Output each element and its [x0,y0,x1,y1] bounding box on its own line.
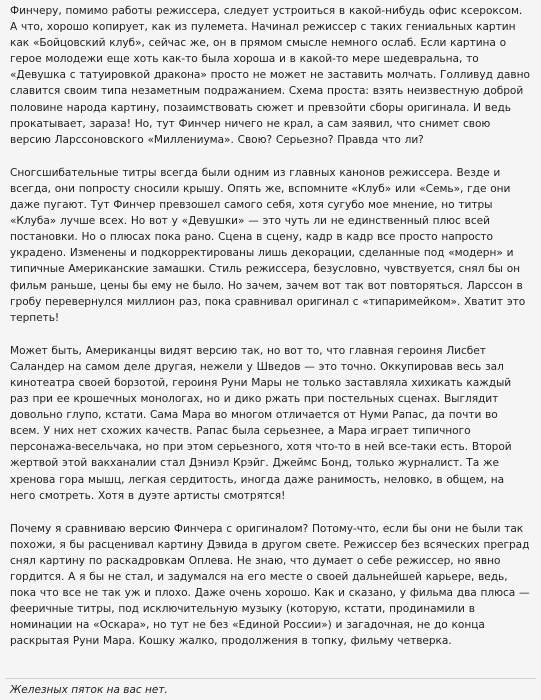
review-paragraph-3: Может быть, Американцы видят версию так, но вот то, что главная героиня Лисбет Саландер на самом деле другая, нежели у Шведов — это точно. Оккупировав весь зал кинотеатра своей борзотой, героиня Руни Мары не только заставляла хихикать каждый раз при ее крошечных монологах, но и дико ржать при постельных сценах. Выглядит довольно глупо, кстати. Сама Мара во многом отличается от Нуми Рапас, да почти во всем. У них нет схожих качеств. Рапас была серьезнее, а Мара играет типичного персонажа-весельчака, но при этом серьезного, хотя что-то в ней все-таки есть. Второй жертвой этой вакханалии стал Дэниэл Крэйг. Джеймс Бонд, только журналист. Та же хренова гора мышц, легкая сердитость, иногда даже ранимость, неловко, в общем, на него смотреть. Хотя в дуэте артисты смотрятся! [10,344,512,502]
review-paragraph-2: Сногсшибательные титры всегда были одним из главных канонов режиссера. Везде и всегда, они попросту сносили крышу. Опять же, вспомните «Клуб» или «Семь», где они даже пугают. Тут Финчер превзошел самого себя, хотя сугубо мое мнение, но титры «Клуба» лучше всех. Но вот у «Девушки» — это чуть ли не единственный плюс всей постановки. Но о плюсах пока рано. Сцена в сцену, кадр в кадр все просто напросто украдено. Изменены и подкорректированы лишь декорации, сделанные под «модерн» и типичные Американские замашки. Стиль режиссера, безусловно, чувствуется, снял бы он фильм раньше, цены бы ему не было. Но зачем, зачем вот так вот повторяться. Ларссон в гробу перевернулся миллион раз, пока сравнивал оригинал с «типаримейком». Хватит это терпеть! [10,166,526,324]
signature-divider [5,678,536,679]
review-paragraph-4: Почему я сравниваю версию Финчера с оригиналом? Потому-что, если бы они не были так похожи, я бы расценивал картину Дэвида в другом свете. Режиссер без всяческих преград снял картину по раскадровкам Оплева. Не знаю, что думает о себе режиссер, но явно гордится. А я бы не стал, и задумался на его месте о своей дальнейшей карьере, ведь, пока что все не так уж и плохо. Даже очень хорошо. Как и сказано, у фильма два плюса — фееричные титры, под исключительную музыку (которую, кстати, продинамили в номинации на «Оскара», но тут не без «Единой России») и загадочная, не до конца раскрытая Руни Мара. Кошку жалко, продолжения в топку, фильму четверка. [10,522,530,648]
user-signature: Железных пяток на вас нет. [10,684,168,696]
review-paragraph-1: Финчеру, помимо работы режиссера, следует устроиться в какой-нибудь офис ксероксом. А что, хорошо копирует, как из пулемета. Начинал режиссер с таких гениальных картин как «Бойцовский клуб», сейчас же, он в прямом смысле немного ослаб. Если картина о герое молодежи еще хоть как-то была хороша и в какой-то мере шедевральна, то «Девушка с татуировкой дракона» просто не может не заставить молчать. Голливуд давно славится своим типа незаметным подражанием. Схема проста: взять неизвестную доброй половине народа картину, позаимствовать сюжет и превзойти сборы оригинала. И ведь прокатывает, зараза! Но, тут Финчер ничего не крал, а сам заявил, что снимет свою версию Ларссоновского «Миллениума». Свою? Серьезно? Правда что ли? [10,5,530,146]
